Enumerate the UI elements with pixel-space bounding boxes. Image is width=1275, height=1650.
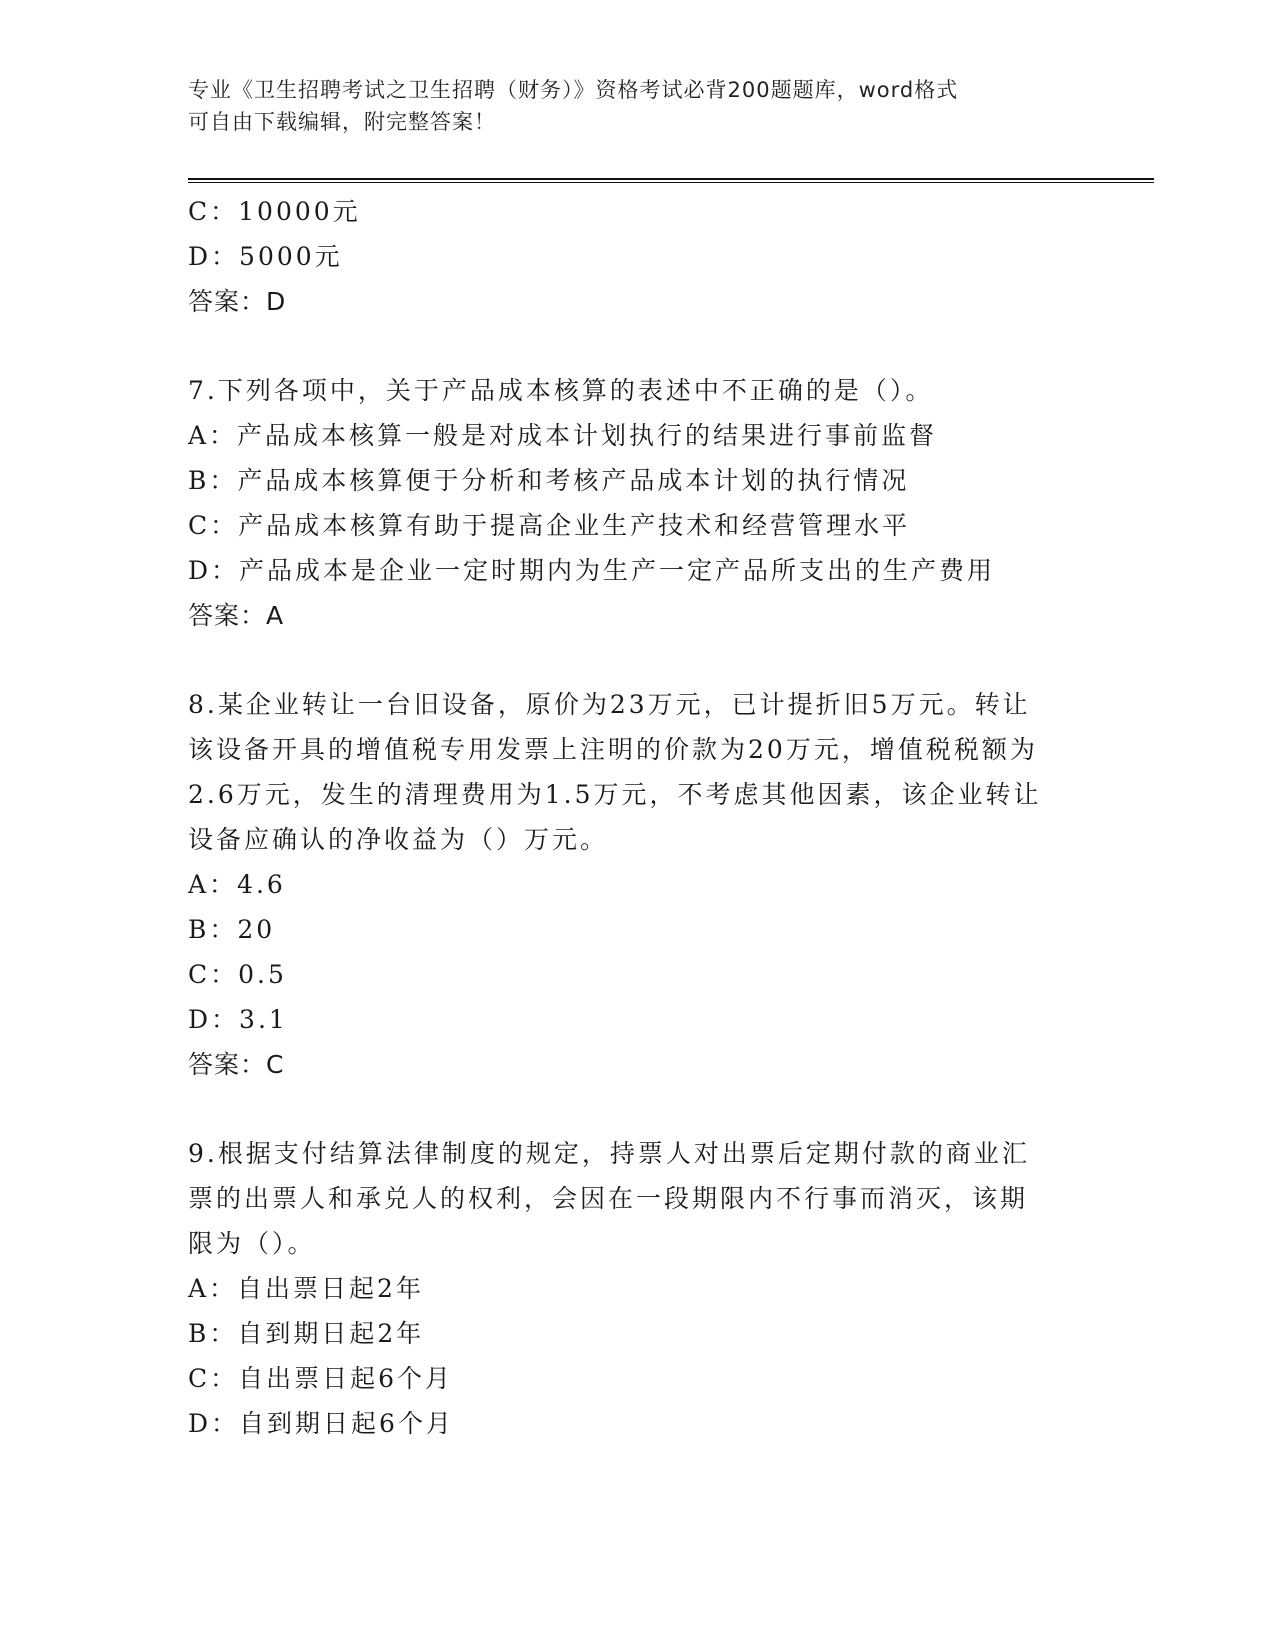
question-stem-line: 2.6万元，发生的清理费用为1.5万元，不考虑其他因素，该企业转让: [188, 780, 1042, 809]
header-divider: [188, 178, 1154, 183]
question-9: [188, 1131, 1088, 1446]
option-c: C：产品成本核算有助于提高企业生产技术和经营管理水平: [188, 511, 911, 540]
question-content: [188, 189, 1088, 1446]
answer-line: 答案：D: [188, 287, 287, 316]
spacer: [188, 1087, 1088, 1131]
option-b: B：20: [188, 915, 276, 944]
option-b: B：自到期日起2年: [188, 1319, 425, 1348]
question-6-tail: [188, 189, 1088, 324]
question-7: [188, 368, 1088, 638]
question-stem-line: 9.根据支付结算法律制度的规定，持票人对出票后定期付款的商业汇: [188, 1139, 1030, 1168]
header-title-line-1: 专业《卫生招聘考试之卫生招聘（财务）》资格考试必背200题题库，word格式: [188, 78, 959, 102]
option-c: C：自出票日起6个月: [188, 1364, 454, 1393]
option-d: D：自到期日起6个月: [188, 1409, 454, 1438]
answer-line: 答案：A: [188, 601, 285, 630]
question-stem-line: 该设备开具的增值税专用发票上注明的价款为20万元，增值税税额为: [188, 735, 1038, 764]
question-stem-line: 限为（）。: [188, 1229, 316, 1258]
answer-line: 答案：C: [188, 1050, 285, 1079]
question-stem: 7.下列各项中，关于产品成本核算的表述中不正确的是（）。: [188, 376, 934, 405]
spacer: [188, 638, 1088, 682]
option-d: D：产品成本是企业一定时期内为生产一定产品所支出的生产费用: [188, 556, 996, 585]
option-d: D：5000元: [188, 242, 343, 271]
header-title-line-2: 可自由下载编辑，附完整答案！: [188, 110, 496, 134]
question-stem-line: 8.某企业转让一台旧设备，原价为23万元，已计提折旧5万元。转让: [188, 690, 1031, 719]
question-8: [188, 682, 1088, 1087]
option-c: C：0.5: [188, 960, 287, 989]
option-d: D：3.1: [188, 1005, 288, 1034]
question-stem-line: 设备应确认的净收益为（）万元。: [188, 825, 609, 854]
question-stem-line: 票的出票人和承兑人的权利，会因在一段期限内不行事而消灭，该期: [188, 1184, 1029, 1213]
option-a: A：4.6: [188, 870, 286, 899]
option-c: C：10000元: [188, 197, 361, 226]
option-b: B：产品成本核算便于分析和考核产品成本计划的执行情况: [188, 466, 910, 495]
spacer: [188, 324, 1088, 368]
option-a: A：自出票日起2年: [188, 1274, 424, 1303]
option-a: A：产品成本核算一般是对成本计划执行的结果进行事前监督: [188, 421, 938, 450]
document-header: [188, 74, 1088, 138]
